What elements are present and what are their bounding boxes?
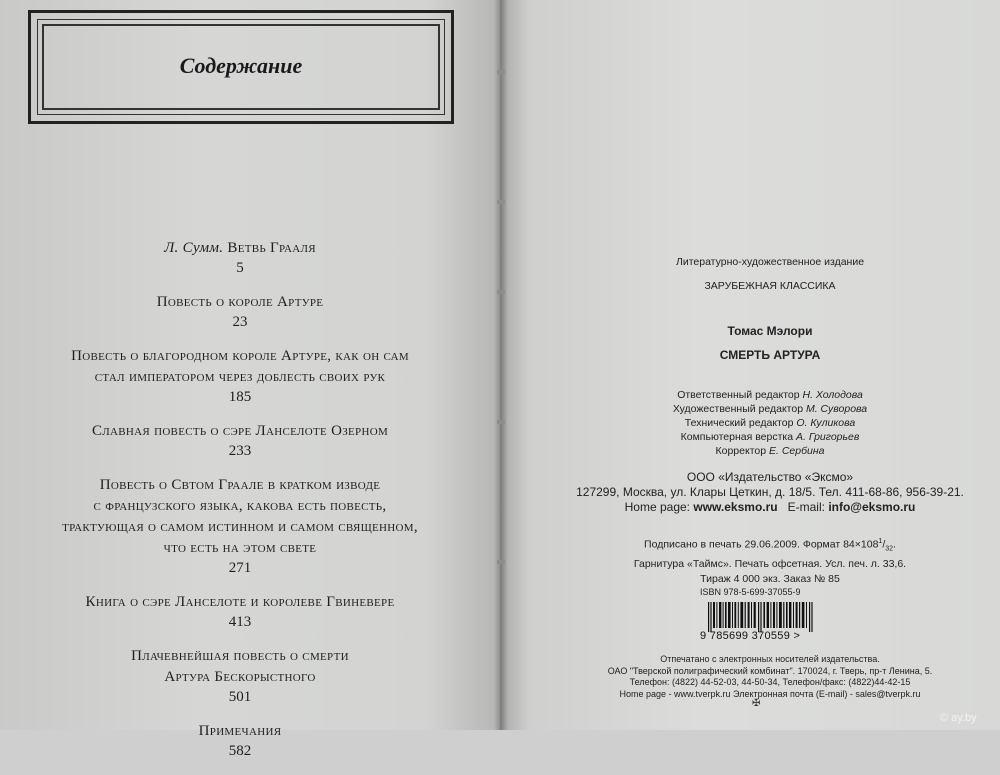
entry-page: 501 — [228, 689, 252, 705]
isbn: ISBN 978-5-699-37055-9 — [700, 587, 801, 597]
toc-entry — [40, 721, 440, 761]
entry-page: 582 — [228, 743, 252, 759]
print-line: Тираж 4 000 экз. Заказ № 85 — [700, 572, 840, 585]
watermark: © ay.by — [940, 712, 977, 724]
print-details — [580, 534, 960, 587]
entry-title-line: Повесть о Свтом Граале в кратком изводе — [99, 477, 381, 493]
publisher-address: 127299, Москва, ул. Клары Цеткин, д. 18/5. Тел. 411-68-86, 956-39-21. — [576, 485, 964, 499]
entry-page: 271 — [228, 560, 252, 576]
entry-page: 5 — [236, 260, 244, 276]
toc-entry — [40, 292, 440, 332]
entry-title: Повесть о короле Артуре — [156, 294, 324, 310]
binding-stitch — [497, 420, 505, 424]
entry-title: Славная повесть о сэре Ланселоте Озерном — [91, 423, 389, 439]
credit-line: Художественный редактор М. Суворова — [672, 403, 868, 415]
edition-type: Литературно-художественное издание — [675, 256, 865, 268]
entry-title-line: стал императором через доблесть своих рук — [94, 369, 386, 385]
barcode — [700, 602, 818, 642]
toc-entry — [40, 475, 440, 578]
barcode-digits: 9 785699 370559 > — [700, 630, 801, 642]
publisher-homepage: www.eksmo.ru — [693, 500, 778, 514]
entry-title-line: Повесть о благородном короле Артуре, как он сам — [71, 348, 409, 364]
printer-name: ОАО "Тверской полиграфический комбинат". 170024, г. Тверь, пр-т Ленина, 5. — [607, 665, 933, 676]
entry-title-line: Плачевнейшая повесть о смерти — [131, 648, 349, 664]
toc-entry — [40, 238, 440, 278]
toc-title: Содержание — [179, 53, 303, 78]
credit-line: Технический редактор О. Куликова — [684, 417, 856, 429]
entry-title: Примечания — [198, 723, 282, 739]
entry-author: Л. Сумм. — [164, 240, 224, 256]
credits-block — [580, 388, 960, 458]
entry-page: 413 — [228, 614, 252, 630]
publisher-email: info@eksmo.ru — [828, 500, 916, 514]
binding-stitch — [497, 200, 505, 204]
book-title: СМЕРТЬ АРТУРА — [719, 348, 821, 362]
binding-stitch — [497, 290, 505, 294]
entry-page: 23 — [232, 314, 248, 330]
credit-line: Компьютерная верстка А. Григорьев — [680, 431, 860, 443]
toc-entry — [40, 592, 440, 632]
printer-logo-icon: ✠ — [752, 698, 761, 709]
entry-title-line: с французского языка, какова есть повесть, — [93, 498, 387, 514]
table-of-contents — [40, 238, 440, 775]
binding-stitch — [497, 70, 505, 74]
book-author: Томас Мэлори — [727, 324, 813, 338]
toc-entry — [40, 421, 440, 461]
print-line: Подписано в печать 29.06.2009. Формат $84\times 108^1/_{32}$. — [644, 538, 896, 553]
series-name: ЗАРУБЕЖНАЯ КЛАССИКА — [704, 280, 836, 292]
entry-title-line: трактующая о самом истинном и самом священном, — [62, 519, 418, 535]
barcode-bars — [708, 602, 816, 632]
printer-phone: Телефон: (4822) 44-52-03, 44-50-34, Телефон/факс: (4822)44-42-15 — [629, 677, 911, 687]
printer-note: Отпечатано с электронных носителей издательства. — [660, 654, 880, 664]
printer-block — [580, 654, 960, 700]
entry-page: 185 — [228, 389, 252, 405]
credit-line: Корректор Е. Сербина — [715, 445, 825, 457]
entry-title-line: Артура Бескорыстного — [164, 669, 316, 685]
printer-web: Home page - www.tverpk.ru Электронная почта (E-mail) - sales@tverpk.ru — [619, 688, 921, 699]
left-page — [0, 0, 500, 759]
title-frame — [28, 10, 454, 124]
credit-line: Ответственный редактор Н. Холодова — [677, 389, 863, 401]
entry-title-line: что есть на этом свете — [163, 540, 317, 556]
binding-stitch — [497, 560, 505, 564]
print-line: Гарнитура «Таймс». Печать офсетная. Усл. печ. л. 33,6. — [633, 557, 907, 570]
publisher-name: ООО «Издательство «Эксмо» — [686, 470, 854, 484]
toc-entry — [40, 346, 440, 407]
entry-page: 233 — [228, 443, 252, 459]
publisher-block — [560, 470, 980, 515]
book-spine-gutter — [494, 0, 508, 730]
toc-entry — [40, 646, 440, 707]
publisher-contacts: Home page: www.eksmo.ru E-mail: info@eksmo.ru — [624, 500, 916, 514]
entry-title: Книга о сэре Ланселоте и королеве Гвиневере — [85, 594, 395, 610]
entry-title: Ветвь Грааля — [227, 240, 316, 256]
